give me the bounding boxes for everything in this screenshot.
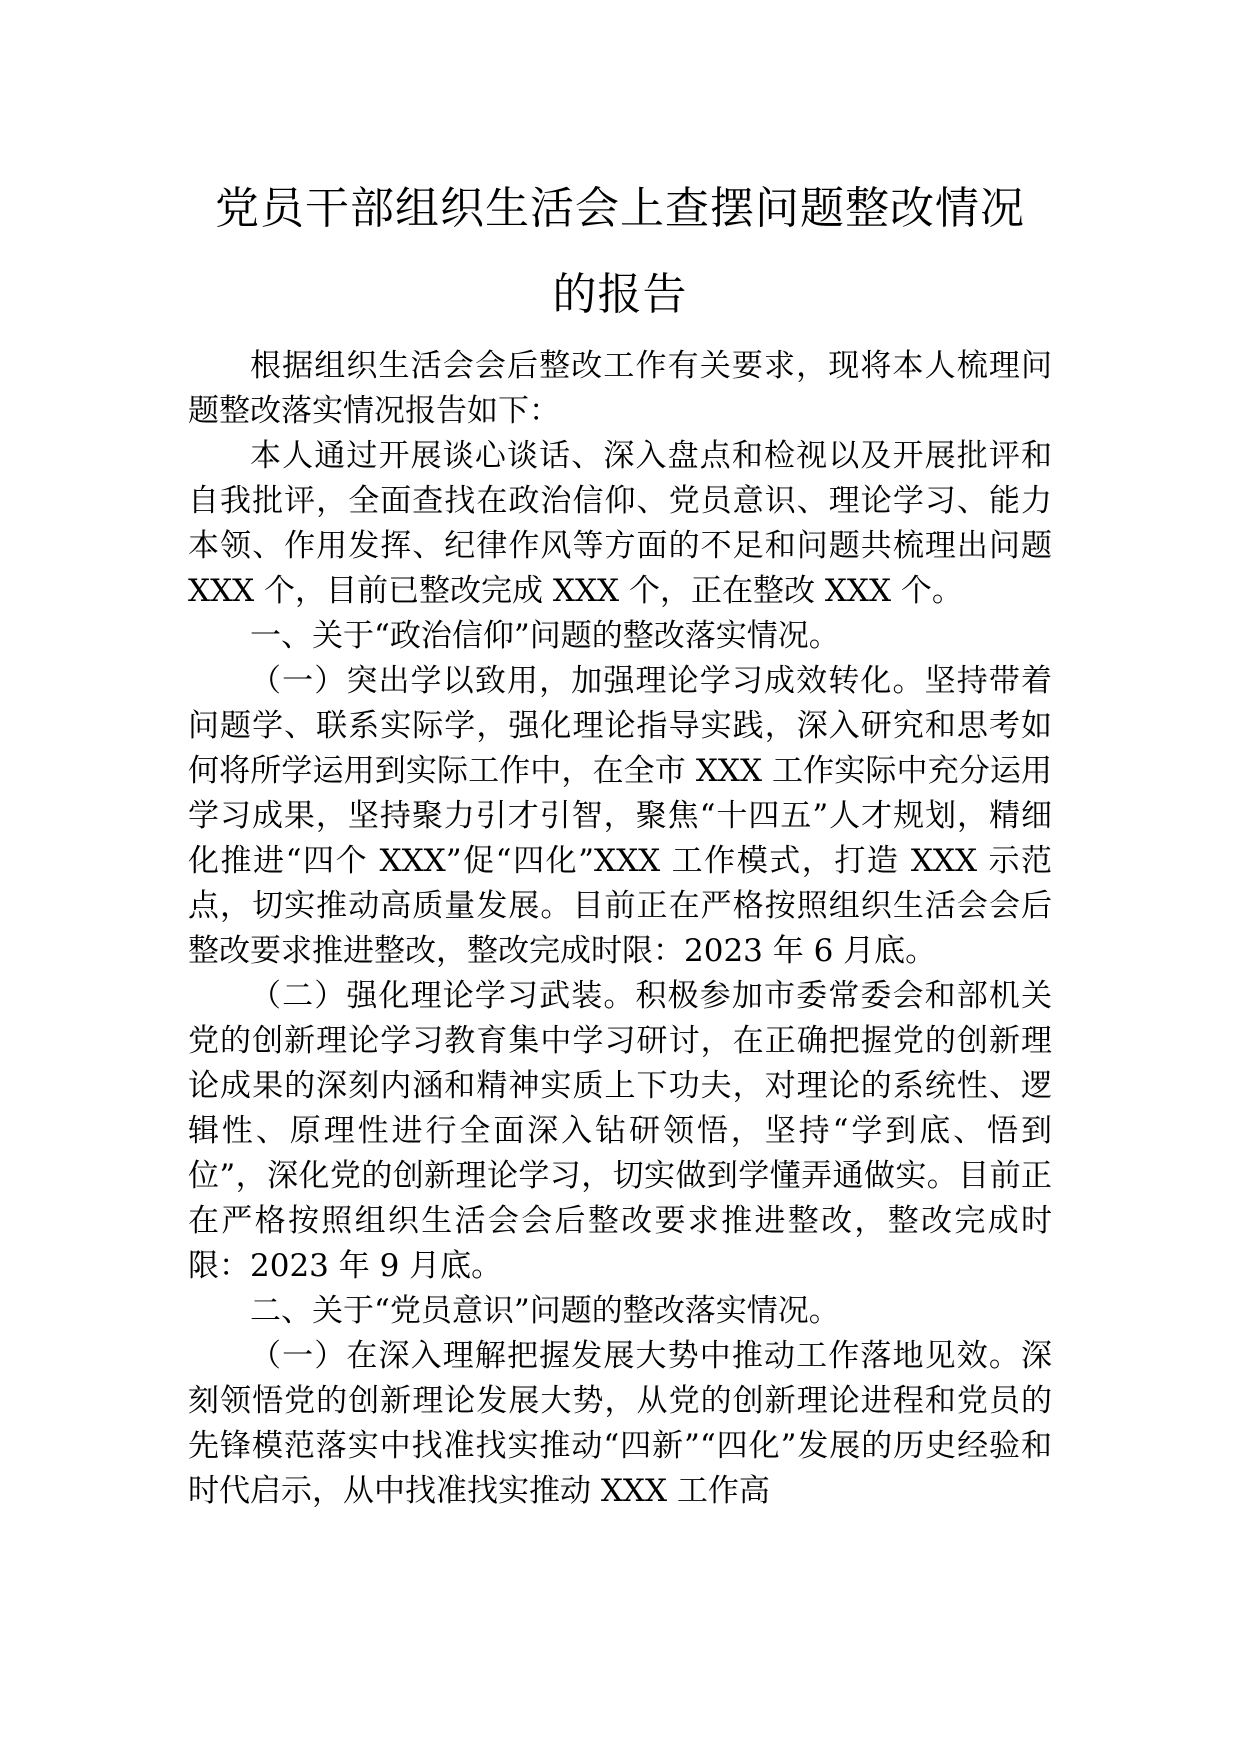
title-line-2: 的报告 xyxy=(552,269,688,320)
paragraph-1-2: （二）强化理论学习武装。积极参加市委常委会和部机关党的创新理论学习教育集中学习研讨，在正确把握党的创新理论成果的深刻内涵和精神实质上下功夫，对理论的系统性、逻辑性、原理性进行全面深入钻研领悟，坚持“学到底、悟到位”，深化党的创新理论学习，切实做到学懂弄通做实。目前正在严格按照组织生活会会后整改要求推进整改，整改完成时限：2023 年 9 月底。 xyxy=(188,978,1052,1284)
paragraph-2-1: （一）在深入理解把握发展大势中推动工作落地见效。深刻领悟党的创新理论发展大势，从党的创新理论进程和党员的先锋模范落实中找准找实推动“四新”“四化”发展的历史经验和时代启示，从中找准找实推动 XXX 工作高 xyxy=(188,1338,1052,1509)
section-heading-2: 二、关于“党员意识”问题的整改落实情况。 xyxy=(250,1293,840,1329)
paragraph-1-1: （一）突出学以致用，加强理论学习成效转化。坚持带着问题学、联系实际学，强化理论指导实践，深入研究和思考如何将所学运用到实际工作中，在全市 XXX 工作实际中充分运用学习成果，坚持聚力引才引智，聚焦“十四五”人才规划，精细化推进“四个 XXX”促“四化”XXX 工作模式，打造 XXX 示范点，切实推动高质量发展。目前正在严格按照组织生活会会后整改要求推进整改，整改完成时限：2023 年 6 月底。 xyxy=(188,663,1052,969)
document-title xyxy=(188,0,1052,338)
document-page xyxy=(188,0,1052,1514)
paragraph-summary: 本人通过开展谈心谈话、深入盘点和检视以及开展批评和自我批评，全面查找在政治信仰、党员意识、理论学习、能力本领、作用发挥、纪律作风等方面的不足和问题共梳理出问题 XXX 个，目前已整改完成 XXX 个，正在整改 XXX 个。 xyxy=(188,438,1052,609)
paragraph-intro: 根据组织生活会会后整改工作有关要求，现将本人梳理问题整改落实情况报告如下： xyxy=(188,348,1052,429)
document-body xyxy=(188,344,1052,1514)
section-heading-1: 一、关于“政治信仰”问题的整改落实情况。 xyxy=(250,618,840,654)
title-line-1: 党员干部组织生活会上查摆问题整改情况 xyxy=(215,183,1025,234)
